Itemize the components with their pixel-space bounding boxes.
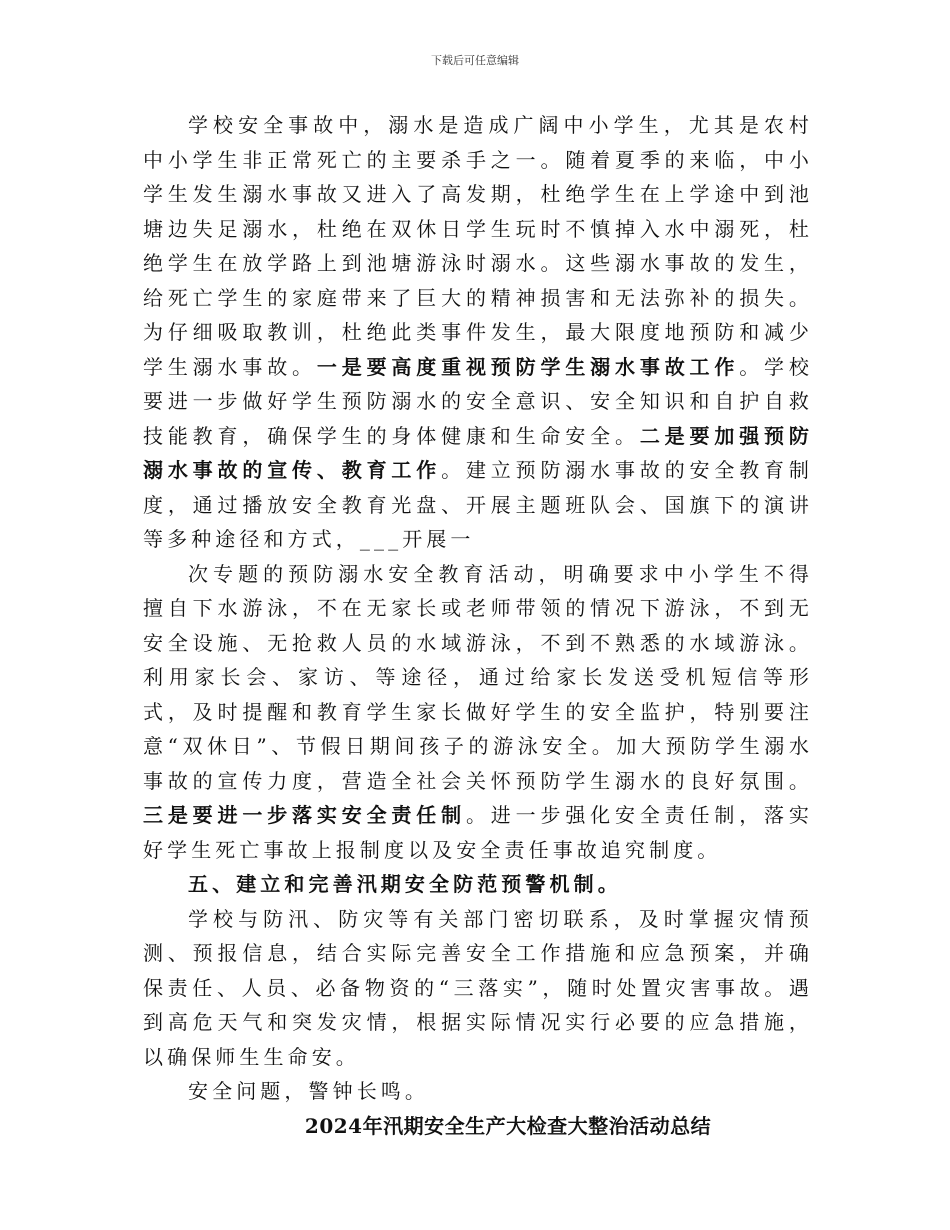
page-header-note: 下载后可任意编辑 — [431, 54, 519, 67]
paragraph-text: 学校安全事故中，溺水是造成广阔中小学生，尤其是农村中小学生非正常死亡的主要杀手之一。随着夏季的来临，中小学生发生溺水事故又进入了高发期，杜绝学生在上学途中到池塘边失足溺水，杜绝在双休日学生玩时不慎掉入水中溺死，杜绝学生在放学路上到池塘游泳时溺水。这些溺水事故的发生，给死亡学生的家庭带来了巨大的精神损害和无法弥补的损失。为仔细吸取教训，杜绝此类事件发生，最大限度地预防和减少学生溺水事故。 — [143, 113, 813, 379]
bold-point-three: 三是要进一步落实安全责任制 — [143, 803, 466, 827]
next-document-title: 2024年汛期安全生产大检查大整治活动总结 — [304, 1113, 712, 1138]
paragraph-flood-warning: 学校与防汛、防灾等有关部门密切联系，及时掌握灾情预测、预报信息，结合实际完善安全工作措施和应急预案，并确保责任、人员、必备物资的“三落实”，随时处置灾害事故。遇到高危天气和突发灾情，根据实际情况实行必要的应急措施，以确保师生生命安。 — [143, 906, 813, 1069]
paragraph-drowning-prevention — [143, 108, 813, 557]
paragraph-education-activity — [143, 557, 813, 868]
paragraph-text: 次专题的预防溺水安全教育活动，明确要求中小学生不得擅自下水游泳，不在无家长或老师带领的情况下游泳，不到无安全设施、无抢救人员的水域游泳，不到不熟悉的水域游泳。利用家长会、家访、等途径，通过给家长发送受机短信等形式，及时提醒和教育学生家长做好学生的安全监护，特别要注意“双休日”、节假日期间孩子的游泳安全。加大预防学生溺水事故的宣传力度，营造全社会关怀预防学生溺水的良好氛围。 — [143, 561, 813, 793]
paragraph-text: 。进一步强化安全责任制，落实好学生死亡事故上报制度以及安全责任事故追究制度。 — [143, 803, 813, 862]
bold-point-two: 二是要加强预防溺水事故的宣传、教育工作 — [143, 423, 813, 482]
document-body — [143, 108, 813, 1143]
paragraph-safety-motto: 安全问题，警钟长鸣。 — [188, 1079, 429, 1103]
paragraph-text: 。学校要进一步做好学生预防溺水的安全意识、安全知识和自护自救技能教育，确保学生的身体健康和生命安全。 — [143, 354, 814, 448]
section-heading-five: 五、建立和完善汛期安全防范预警机制。 — [188, 872, 622, 896]
bold-point-one: 一是要高度重视预防学生溺水事故工作 — [316, 354, 740, 379]
paragraph-text: 。建立预防溺水事故的安全教育制度，通过播放安全教育光盘、开展主题班队会、国旗下的演讲等多种途径和方式，___开展一 — [143, 458, 813, 551]
